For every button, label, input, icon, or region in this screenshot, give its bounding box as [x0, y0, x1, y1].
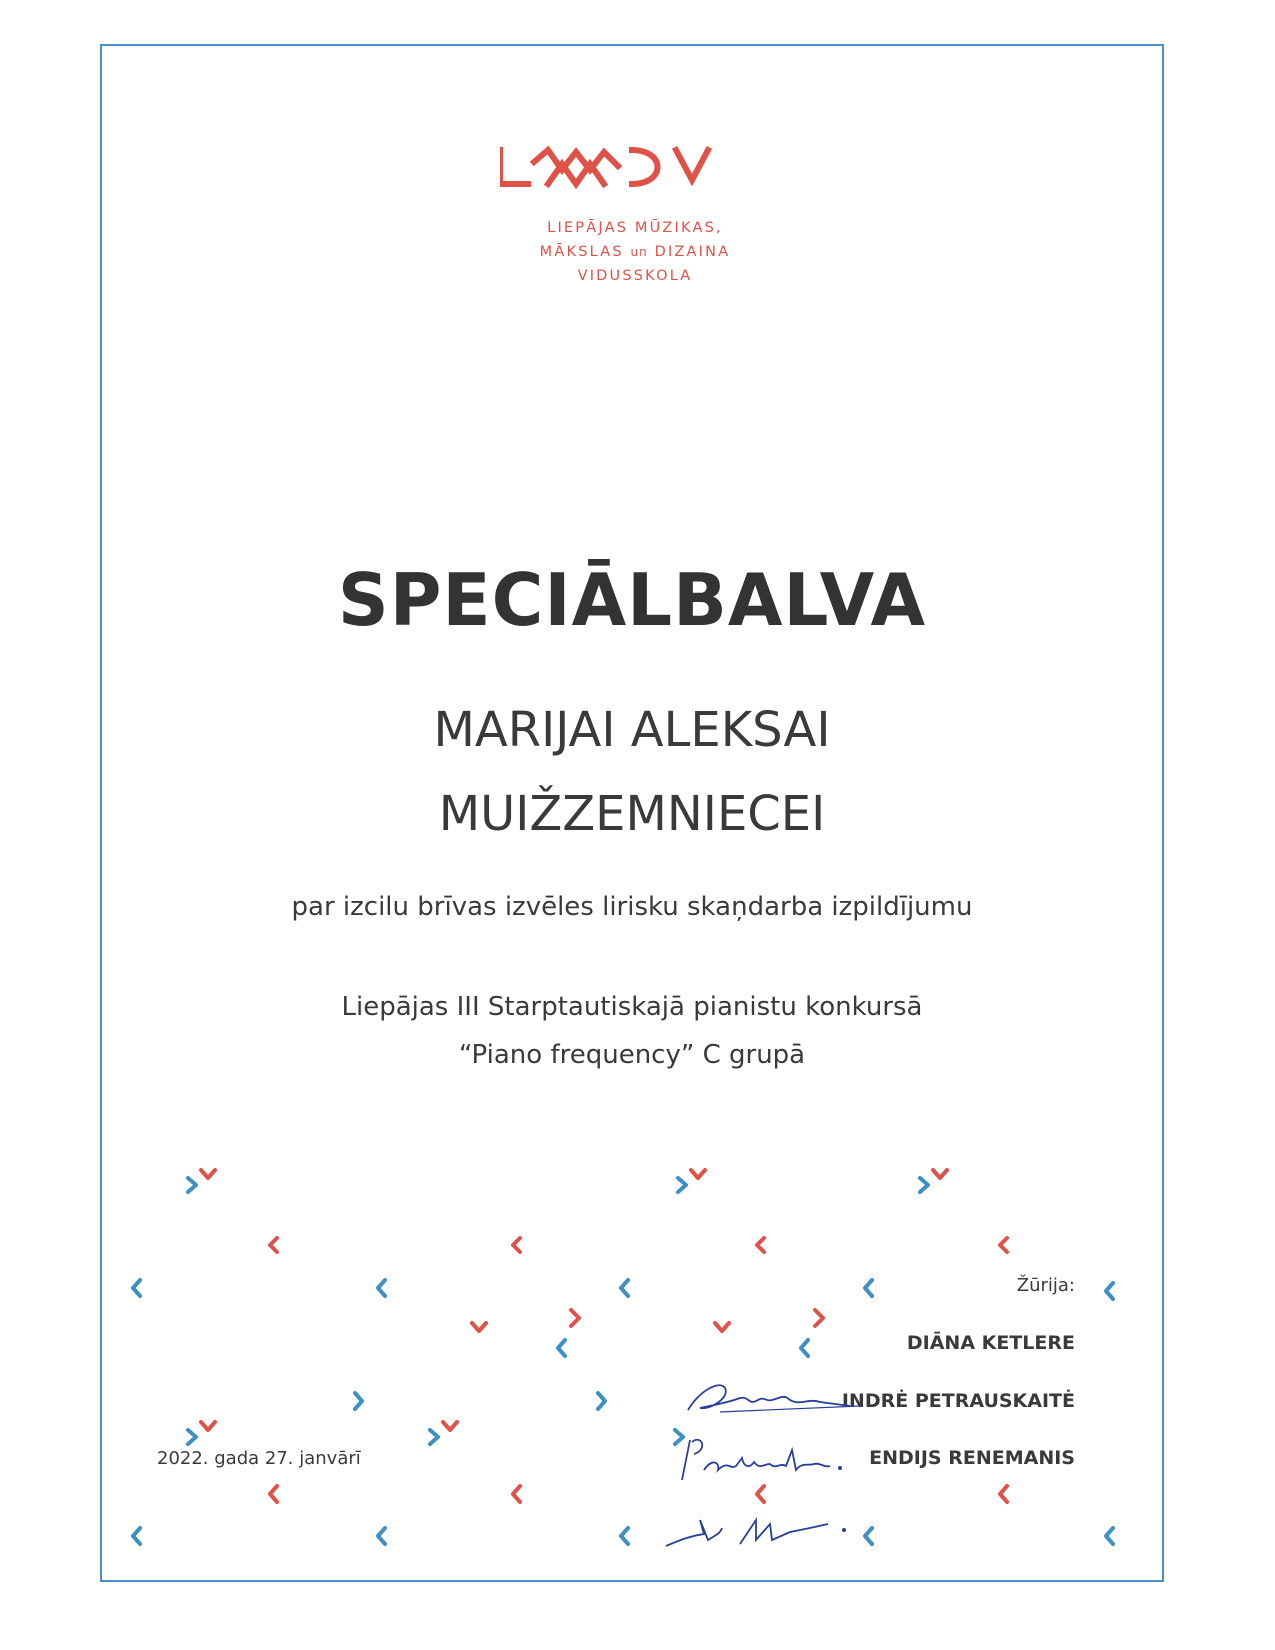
school-name-line1: LIEPĀJAS MŪZIKAS,	[547, 220, 723, 236]
signature-ketlere-icon	[680, 1370, 880, 1430]
award-reason: par izcilu brīvas izvēles lirisku skaņdarba izpildījumu	[291, 892, 973, 922]
signature-renemanis-icon	[660, 1510, 860, 1560]
competition-name-line2: “Piano frequency” C grupā	[458, 1040, 806, 1070]
signature-petrauskaite-icon	[668, 1430, 858, 1490]
award-date: 2022. gada 27. janvārī	[157, 1448, 361, 1469]
jury-member: INDRĖ PETRAUSKAITĖ	[841, 1390, 1075, 1412]
school-name-line3: VIDUSSKOLA	[577, 268, 693, 284]
recipient-name-line2: MUIŽZEMNIECEI	[438, 786, 826, 842]
recipient-name-line1: MARIJAI ALEKSAI	[433, 702, 831, 758]
certificate-title: SPECIĀLBALVA	[337, 558, 927, 642]
jury-member: ENDIJS RENEMANIS	[869, 1447, 1075, 1469]
jury-member: DIĀNA KETLERE	[906, 1332, 1075, 1354]
competition-name-line1: Liepājas III Starptautiskajā pianistu konkursā	[341, 992, 923, 1022]
school-name-line2: MĀKSLAS un DIZAINA	[539, 244, 731, 260]
jury-label: Žūrija:	[1016, 1275, 1075, 1296]
